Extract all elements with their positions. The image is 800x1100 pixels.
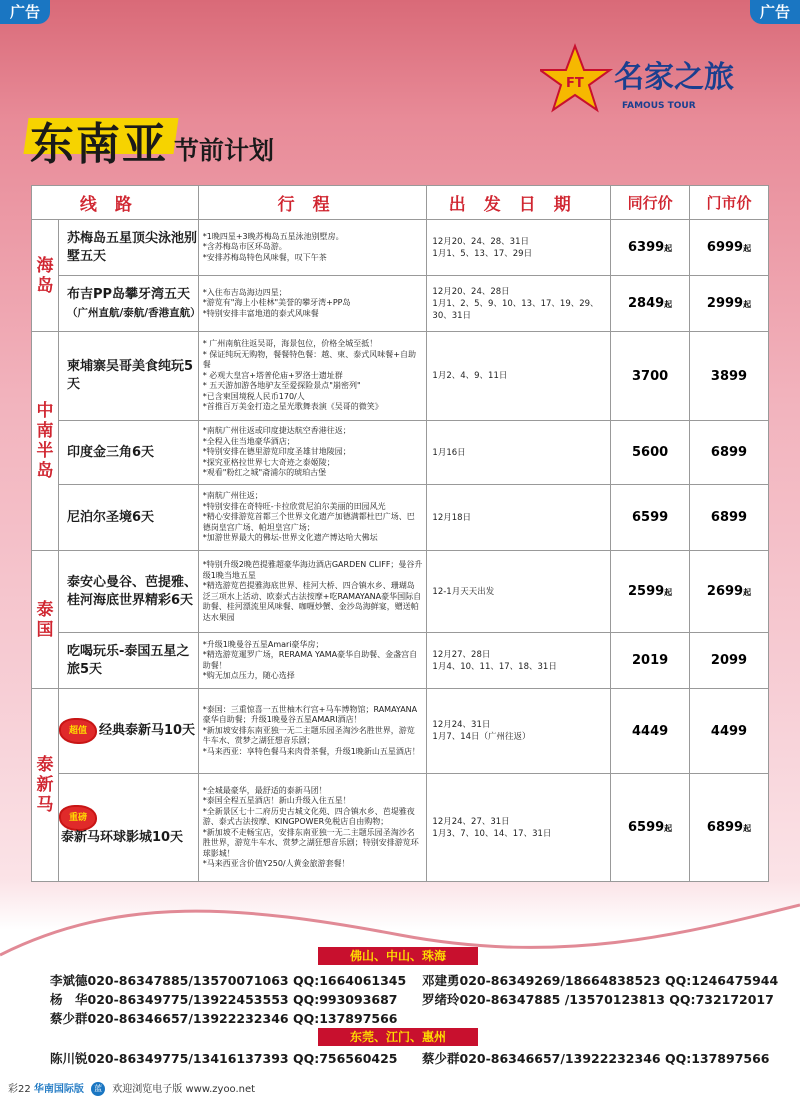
famous-tour-logo [540,42,760,122]
departure-dates: 12-1月天天出发 [427,551,611,633]
header-dates: 出发日期 [427,186,611,220]
page-footer [0,1080,800,1100]
itinerary-detail: *1晚四星+3晚苏梅岛五星泳池别墅房。 *含苏梅岛市区环岛游。 *安排苏梅岛特色风味餐，叹下午茶 [198,220,427,276]
value-badge-icon: 超值 [61,720,95,742]
trade-price: 2599起 [611,551,690,633]
table-row [32,276,769,332]
heavy-badge-icon: 重磅 [61,807,95,829]
departure-dates: 12月20、24、28日 1月1、2、5、9、10、13、17、19、29、30、31日 [427,276,611,332]
retail-price: 6999起 [690,220,769,276]
region-thai-sing-malay: 泰新马 [32,689,59,882]
table-row [32,774,769,882]
departure-dates: 12月27、28日 1月4、10、11、17、18、31日 [427,633,611,689]
trade-price: 4449 [611,689,690,774]
trade-price: 3700 [611,332,690,421]
tour-table [31,185,769,882]
trade-price: 2019 [611,633,690,689]
departure-dates: 12月24、31日 1月7、14日（广州往返） [427,689,611,774]
footer-slogan: 欢迎浏览电子版 www.zyoo.net [112,1084,256,1095]
contact-line: 陈川锐020-86349775/13416137393 QQ:756560425 [50,1051,398,1066]
table-row [32,220,769,276]
route-name: 超值 经典泰新马10天 [58,689,198,774]
itinerary-detail: *全城最豪华，最舒适的泰新马团！ *泰国全程五星酒店！新山升级入住五星！ *全新景区七十二府历史古城文化苑、四合镇水乡、芭堤雅夜游、泰式古法按摩、KINGPOWER免税店自由购物； *新加坡不走畅宝店，安排东南亚独一无二主题乐园圣淘沙名胜世界，游览牛车水、赏梦之湖狂想音乐剧；特别安排游览环球影城！ *马来西亚含价值Y250/人黄金旅游套餐！ [198,774,427,882]
route-name: 尼泊尔圣境6天 [58,485,198,551]
departure-dates: 12月18日 [427,485,611,551]
table-row [32,633,769,689]
logo-brand: 名家之旅 [614,60,734,95]
contact-group-label: 东莞、江门、惠州 [318,1028,478,1046]
trade-price: 2849起 [611,276,690,332]
header-retail-price: 门市价 [690,186,769,220]
table-row [32,551,769,633]
route-name: 布吉PP岛攀牙湾五天 （广州直航/泰航/香港直航） [58,276,198,332]
retail-price: 6899 [690,421,769,485]
header-route: 线路 [32,186,199,220]
trade-price: 6399起 [611,220,690,276]
contact-line: 李斌德020-86347885/13570071063 QQ:1664061345 [50,973,407,988]
departure-dates: 12月20、24、28、31日 1月1、5、13、17、29日 [427,220,611,276]
itinerary-detail: *入住布吉岛海边四星； *游览有"海上小桂林"美誉的攀牙湾+PP岛 *特别安排丰富地道的泰式风味餐 [198,276,427,332]
contact-line: 邓建勇020-86349269/18664838523 QQ:1246475944 [422,973,779,988]
trade-price: 5600 [611,421,690,485]
blue-circle-icon: 蓝 [91,1082,105,1096]
departure-dates: 1月2、4、9、11日 [427,332,611,421]
itinerary-detail: * 广州南航往返吴哥，海景包位，价格全城至抵！ * 保证纯玩无购物，餐餐特色餐：越、柬、泰式风味餐+自助餐 * 必观大皇宫+塔普伦庙+罗洛士遗址群 * 五天游加游各地驴友至爱探险景点"崩密列" *已含柬国境税人民币170/人 *首推百万美金打造之星光歌舞表演《吴哥的微笑》 [198,332,427,421]
trade-price: 6599起 [611,774,690,882]
header-itinerary: 行程 [198,186,427,220]
retail-price: 2699起 [690,551,769,633]
departure-dates: 12月24、27、31日 1月3、7、10、14、17、31日 [427,774,611,882]
table-row [32,485,769,551]
logo-sub: FAMOUS TOUR [622,101,696,111]
trade-price: 6599 [611,485,690,551]
route-name: 苏梅岛五星顶尖泳池别墅五天 [58,220,198,276]
retail-price: 6899 [690,485,769,551]
itinerary-detail: *南航广州往返； *特别安排在奇特旺-卡拉欣赏尼泊尔美丽的田园风光 *精心安排游览首都三个世界文化遗产加德满都杜巴广场、巴德岗皇宫广场、帕坦皇宫广场； *加游世界最大的佛坛-世界文化遗产博达哈大佛坛 [198,485,427,551]
ad-tag-right: 广告 [750,0,800,24]
contact-line: 罗绪玲020-86347885 /13570123813 QQ:732172017 [422,992,774,1007]
itinerary-detail: *泰国：三重惊喜一五世柚木行宫+马车博物馆；RAMAYANA豪华自助餐；升级1晚曼谷五星AMARI酒店！ *新加坡安排东南亚独一无二主题乐园圣淘沙名胜世界，游览牛车水、赏梦之湖狂想音乐剧； *马来西亚：享特色餐马来肉骨茶餐，升级1晚新山五星酒店！ [198,689,427,774]
region-thailand: 泰国 [32,551,59,689]
retail-price: 2999起 [690,276,769,332]
retail-price: 3899 [690,332,769,421]
route-name: 柬埔寨吴哥美食纯玩5天 [58,332,198,421]
header-trade-price: 同行价 [611,186,690,220]
itinerary-detail: *特别升级2晚芭提雅超豪华海边酒店GARDEN CLIFF；曼谷升级1晚当地五星 *精选游览芭提雅海底世界、桂河大桥、四合镇水乡、珊瑚岛泛三项水上活动、欧泰式古法按摩+吃RAMAYANA豪华国际自助餐、桂河漂流里风味餐、咖喱炒蟹、金沙岛海鲜宴，赠送帕达水果园 [198,551,427,633]
contact-line: 蔡少群020-86346657/13922232346 QQ:137897566 [50,1011,398,1026]
contact-line: 杨 华020-86349775/13922453553 QQ:993093687 [50,992,398,1007]
retail-price: 6899起 [690,774,769,882]
region-indochina: 中南半岛 [32,332,59,551]
logo-mark: FT [566,76,584,91]
table-row [32,689,769,774]
table-row [32,332,769,421]
region-islands: 海岛 [32,220,59,332]
route-name: 吃喝玩乐-泰国五星之旅5天 [58,633,198,689]
contact-line: 蔡少群020-86346657/13922232346 QQ:137897566 [422,1051,770,1066]
route-name: 印度金三角6天 [58,421,198,485]
page-title [30,108,274,172]
route-name: 重磅泰新马环球影城10天 [58,774,198,882]
title-suffix: 节前计划 [174,136,275,165]
ad-tag-left: 广告 [0,0,50,24]
departure-dates: 1月16日 [427,421,611,485]
page-number: 彩22 [8,1084,31,1095]
edition-name: 华南国际版 [33,1084,84,1095]
title-main: 东南亚 [30,119,168,170]
itinerary-detail: *升级1晚曼谷五星Amari豪华房； *精选游览暹罗广场，RERAMA YAMA豪华自助餐、金盏宫自助餐！ *购无加点压力，随心选择 [198,633,427,689]
route-name: 泰安心曼谷、芭提雅、桂河海底世界精彩6天 [58,551,198,633]
retail-price: 2099 [690,633,769,689]
itinerary-detail: *南航广州往返或印度捷达航空香港往返； *全程入住当地豪华酒店； *特别安排在德里游览印度圣雄甘地陵园； *探究亚格拉世界七大奇迹之泰姬陵； *观看"粉红之城"斋浦尔的琥珀古堡 [198,421,427,485]
table-header-row [32,186,769,220]
contact-group-label: 佛山、中山、珠海 [318,947,478,965]
table-row [32,421,769,485]
retail-price: 4499 [690,689,769,774]
